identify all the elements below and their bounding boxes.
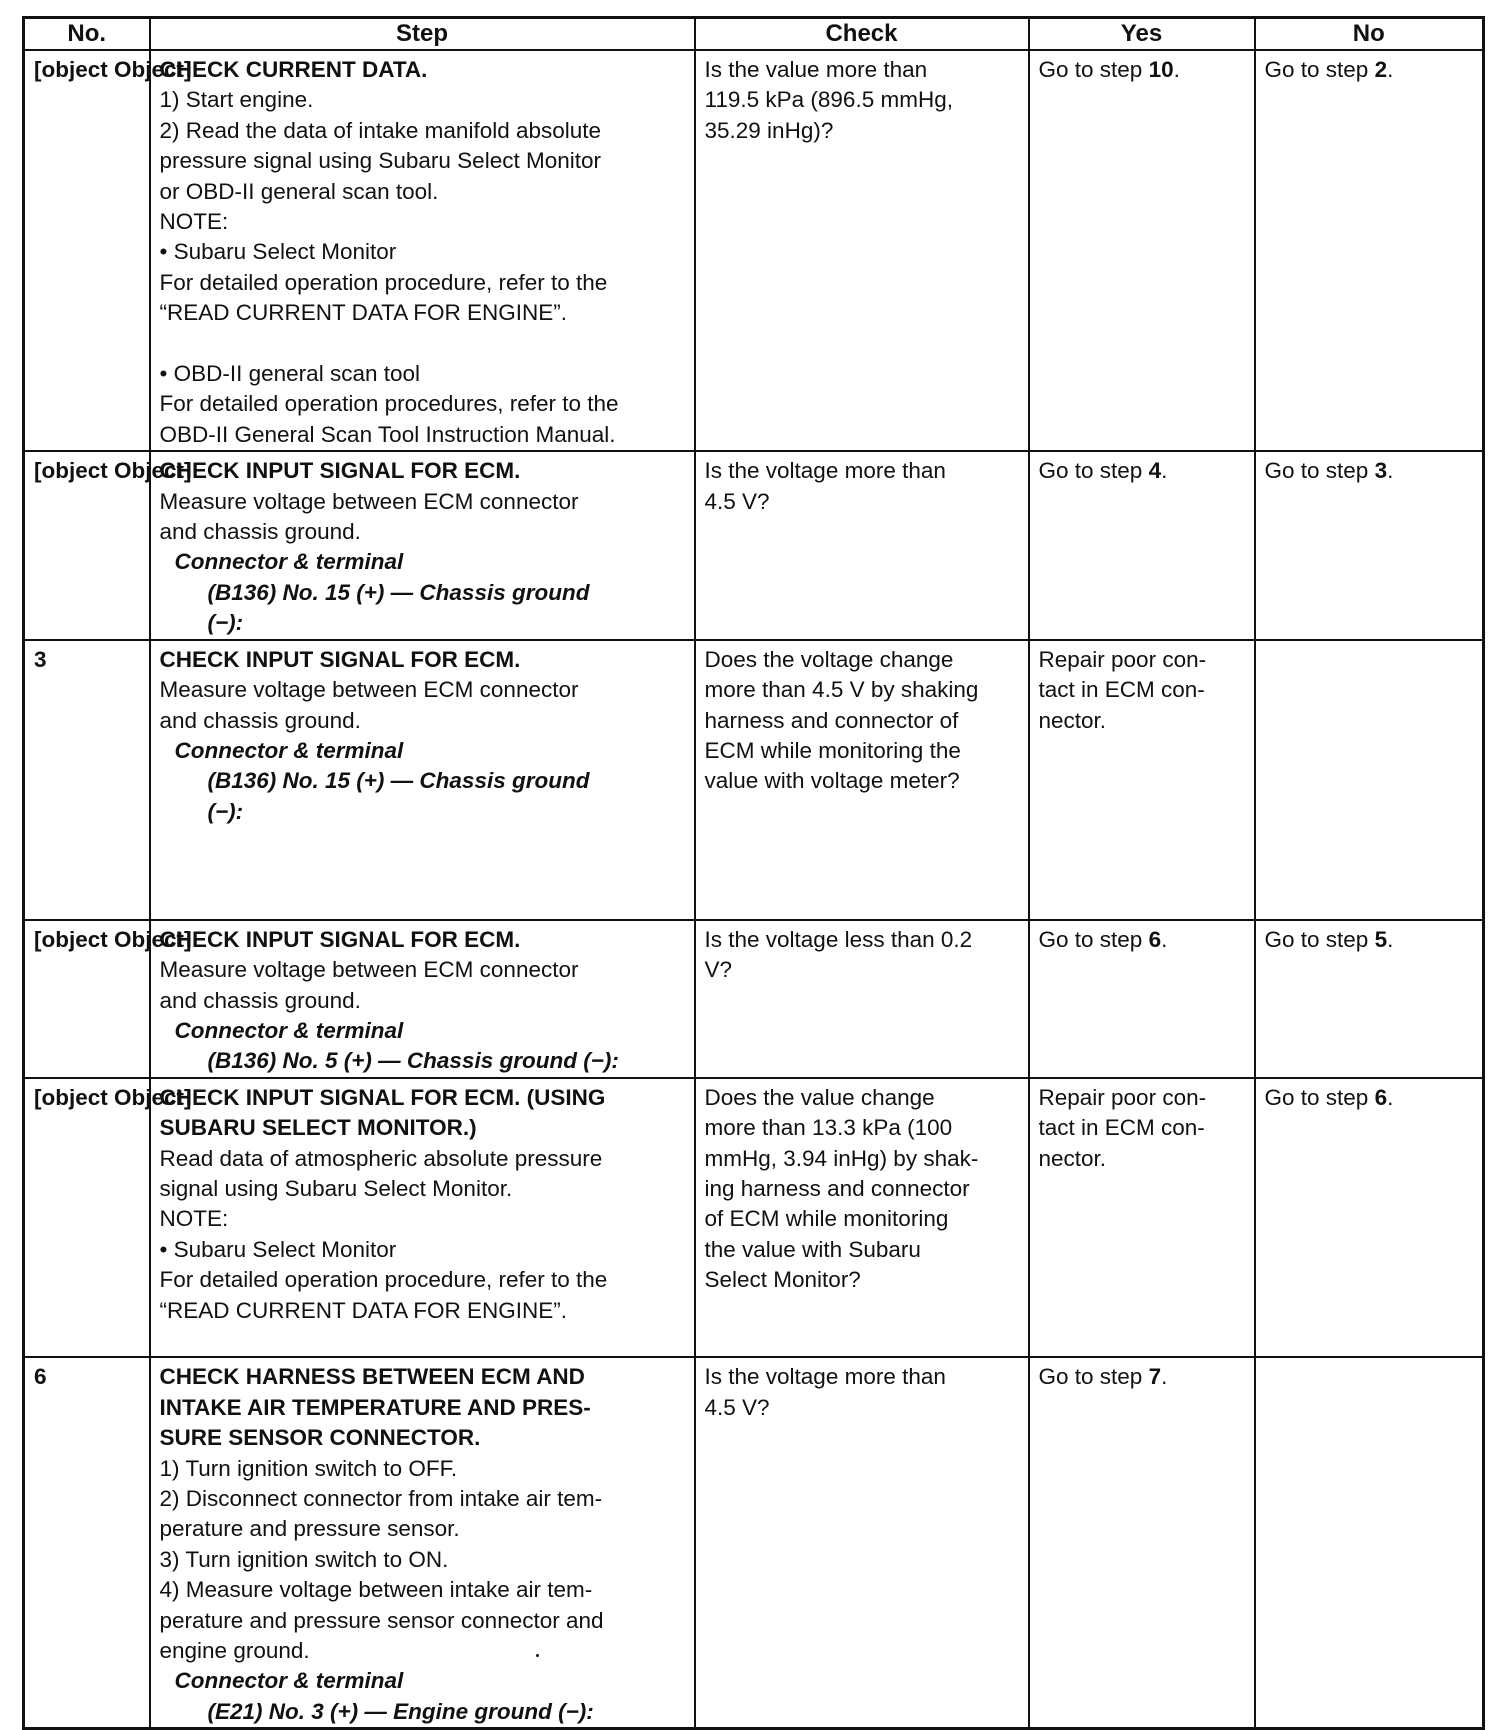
check-line: Is the voltage more than — [704, 458, 946, 484]
goto-period: . — [1387, 926, 1394, 952]
check-line: 119.5 kPa (896.5 mmHg, — [704, 87, 953, 113]
result-line: nector. — [1038, 1145, 1107, 1171]
result-line: nector. — [1038, 707, 1107, 733]
step-line: SURE SENSOR CONNECTOR. — [159, 1425, 481, 1451]
check-line: 4.5 V? — [704, 488, 770, 514]
step-line: 2) Read the data of intake manifold absolute — [159, 117, 602, 143]
goto-period: . — [1161, 1364, 1168, 1390]
step-line: (−): — [207, 610, 244, 636]
check-line: harness and connector of — [704, 707, 959, 733]
check-line: ECM while monitoring the — [704, 737, 961, 763]
step-cell — [150, 50, 695, 451]
check-cell — [695, 1357, 1029, 1728]
step-line: Connector & terminal — [174, 549, 404, 575]
goto-period: . — [1161, 926, 1168, 952]
header-check: Check — [695, 18, 1029, 51]
stray-dot-mark — [536, 1654, 539, 1657]
step-line: CHECK INPUT SIGNAL FOR ECM. — [159, 646, 521, 672]
row-number-cell — [24, 50, 192, 451]
step-cell — [150, 920, 695, 1078]
header-step: Step — [150, 18, 695, 51]
step-line: CHECK CURRENT DATA. — [159, 57, 428, 82]
step-line: NOTE: — [159, 1206, 229, 1232]
check-line: more than 4.5 V by shaking — [704, 677, 979, 703]
row-number-cell — [24, 920, 192, 1078]
goto-step-number: 6 — [1374, 1084, 1388, 1110]
check-line: Is the voltage more than — [704, 1364, 946, 1390]
check-line: Does the voltage change — [704, 646, 954, 672]
step-line: (−): — [207, 798, 244, 824]
no-cell — [1255, 1078, 1484, 1358]
step-line: engine ground. — [159, 1638, 310, 1664]
check-line: mmHg, 3.94 inHg) by shak- — [704, 1145, 979, 1171]
goto-label: Go to step — [1038, 1364, 1149, 1390]
header-no: No. — [24, 18, 150, 51]
step-line: “READ CURRENT DATA FOR ENGINE”. — [159, 1297, 568, 1323]
step-line: pressure signal using Subaru Select Monitor — [159, 148, 601, 174]
goto-label: Go to step — [1038, 458, 1149, 484]
check-line: Select Monitor? — [704, 1267, 861, 1293]
result-line: tact in ECM con- — [1038, 1115, 1205, 1141]
check-line: 4.5 V? — [704, 1394, 770, 1420]
yes-cell — [1029, 920, 1255, 1078]
step-line: 1) Start engine. — [159, 87, 314, 113]
row-number: [object Object] — [34, 926, 192, 952]
header-row — [24, 18, 1484, 51]
step-cell — [150, 1357, 695, 1728]
row-number: 6 — [34, 1364, 47, 1390]
header-yes: Yes — [1029, 18, 1255, 51]
step-line: CHECK HARNESS BETWEEN ECM AND — [159, 1364, 585, 1390]
row-number: [object Object] — [34, 458, 192, 484]
step-line: CHECK INPUT SIGNAL FOR ECM. — [159, 458, 521, 484]
step-line: Connector & terminal — [174, 1017, 404, 1043]
check-line: Is the value more than — [704, 57, 928, 82]
step-line: (B136) No. 15 (+) — Chassis ground — [207, 768, 590, 794]
table-row — [24, 1078, 1484, 1358]
step-line: and chassis ground. — [159, 707, 361, 733]
table-row — [24, 50, 1484, 451]
row-number-cell — [24, 451, 192, 639]
goto-period: . — [1161, 458, 1168, 484]
check-cell — [695, 50, 1029, 451]
yes-cell — [1029, 451, 1255, 639]
check-line: of ECM while monitoring — [704, 1206, 949, 1232]
table-body — [24, 50, 1484, 1729]
goto-period: . — [1387, 1084, 1394, 1110]
step-line: (B136) No. 15 (+) — Chassis ground — [207, 579, 590, 605]
step-cell — [150, 640, 695, 920]
result-line: Repair poor con- — [1038, 646, 1207, 672]
step-line: Read data of atmospheric absolute pressure — [159, 1145, 603, 1171]
check-line: the value with Subaru — [704, 1236, 921, 1262]
goto-step-text — [1039, 55, 1246, 85]
goto-step-number: 6 — [1148, 926, 1162, 952]
yes-cell — [1029, 1078, 1255, 1358]
check-line: more than 13.3 kPa (100 — [704, 1115, 953, 1141]
yes-cell — [1029, 640, 1255, 920]
table-row — [24, 640, 1484, 920]
goto-period: . — [1387, 458, 1394, 484]
step-line: For detailed operation procedure, refer to the — [159, 1267, 608, 1293]
check-cell — [695, 451, 1029, 639]
step-cell — [150, 1078, 695, 1358]
check-cell — [695, 640, 1029, 920]
check-cell — [695, 1078, 1029, 1358]
diagnostic-procedure-table — [22, 16, 1485, 1730]
step-line: CHECK INPUT SIGNAL FOR ECM. — [159, 926, 521, 952]
goto-label: Go to step — [1264, 926, 1375, 952]
step-line: 1) Turn ignition switch to OFF. — [159, 1455, 458, 1481]
header-no-result: No — [1255, 18, 1484, 51]
goto-step-number: 10 — [1148, 57, 1174, 82]
result-line: Repair poor con- — [1038, 1084, 1207, 1110]
goto-step-text — [1039, 1362, 1246, 1392]
row-number-cell — [24, 1357, 150, 1728]
goto-label: Go to step — [1264, 57, 1375, 82]
step-cell — [150, 451, 695, 639]
step-line: CHECK INPUT SIGNAL FOR ECM. (USING — [159, 1084, 606, 1110]
step-line: “READ CURRENT DATA FOR ENGINE”. — [159, 300, 568, 326]
result-line: tact in ECM con- — [1038, 677, 1205, 703]
no-cell — [1255, 640, 1484, 920]
check-line: 35.29 inHg)? — [704, 117, 834, 143]
goto-step-text — [1265, 925, 1475, 955]
step-line: Connector & terminal — [174, 1668, 404, 1694]
step-line: 2) Disconnect connector from intake air tem- — [159, 1486, 603, 1511]
step-line: Measure voltage between ECM connector — [159, 677, 579, 703]
check-line: V? — [704, 957, 733, 983]
no-cell — [1255, 920, 1484, 1078]
goto-step-number: 2 — [1374, 57, 1388, 82]
goto-step-number: 4 — [1148, 458, 1162, 484]
check-line: Does the value change — [704, 1084, 935, 1110]
step-line: NOTE: — [159, 209, 229, 235]
goto-step-text — [1265, 55, 1475, 85]
goto-step-number: 3 — [1374, 458, 1388, 484]
step-line: (B136) No. 5 (+) — Chassis ground (−): — [207, 1048, 619, 1074]
no-cell — [1255, 1357, 1484, 1728]
yes-cell — [1029, 1357, 1255, 1728]
row-number: [object Object] — [34, 1084, 192, 1110]
table-row — [24, 920, 1484, 1078]
step-line: For detailed operation procedure, refer to the — [159, 269, 608, 295]
row-number-cell — [24, 640, 150, 920]
goto-period: . — [1173, 57, 1180, 82]
row-number: 3 — [34, 646, 47, 672]
no-cell — [1255, 50, 1484, 451]
goto-step-text — [1039, 456, 1246, 486]
goto-period: . — [1387, 57, 1394, 82]
goto-step-text — [1265, 456, 1475, 486]
step-line: and chassis ground. — [159, 519, 361, 545]
goto-step-text — [1265, 1083, 1475, 1113]
goto-step-number: 7 — [1148, 1364, 1162, 1390]
row-number-cell — [24, 1078, 192, 1358]
step-line — [160, 1326, 686, 1356]
check-line: ing harness and connector — [704, 1175, 970, 1201]
step-line: perature and pressure sensor. — [159, 1516, 460, 1542]
step-line: SUBARU SELECT MONITOR.) — [159, 1115, 477, 1141]
goto-label: Go to step — [1264, 458, 1375, 484]
step-line: OBD-II General Scan Tool Instruction Manual. — [159, 421, 616, 447]
no-cell — [1255, 451, 1484, 639]
step-line: 3) Turn ignition switch to ON. — [159, 1546, 449, 1572]
table-row — [24, 1357, 1484, 1728]
step-line: INTAKE AIR TEMPERATURE AND PRES- — [159, 1394, 591, 1420]
check-cell — [695, 920, 1029, 1078]
step-line: Connector & terminal — [174, 737, 404, 763]
row-number: [object Object] — [34, 57, 192, 82]
step-line: perature and pressure sensor connector and — [159, 1607, 604, 1633]
step-line: Measure voltage between ECM connector — [159, 957, 579, 983]
step-line: For detailed operation procedures, refer to the — [159, 391, 619, 417]
goto-label: Go to step — [1038, 57, 1149, 82]
step-line: 4) Measure voltage between intake air tem- — [159, 1577, 593, 1603]
step-line: • Subaru Select Monitor — [159, 239, 397, 265]
check-line: value with voltage meter? — [704, 768, 960, 794]
step-line: Measure voltage between ECM connector — [159, 488, 579, 514]
step-line: (E21) No. 3 (+) — Engine ground (−): — [207, 1698, 594, 1724]
step-line: • OBD-II general scan tool — [159, 361, 420, 387]
step-line: or OBD-II general scan tool. — [159, 178, 439, 204]
step-line: • Subaru Select Monitor — [159, 1236, 397, 1262]
goto-step-number: 5 — [1374, 926, 1388, 952]
goto-label: Go to step — [1038, 926, 1149, 952]
step-line — [160, 329, 686, 359]
table-row — [24, 451, 1484, 639]
check-line: Is the voltage less than 0.2 — [704, 926, 973, 952]
step-line: signal using Subaru Select Monitor. — [159, 1175, 513, 1201]
goto-step-text — [1039, 925, 1246, 955]
goto-label: Go to step — [1264, 1084, 1375, 1110]
yes-cell — [1029, 50, 1255, 451]
step-line: and chassis ground. — [159, 987, 361, 1013]
